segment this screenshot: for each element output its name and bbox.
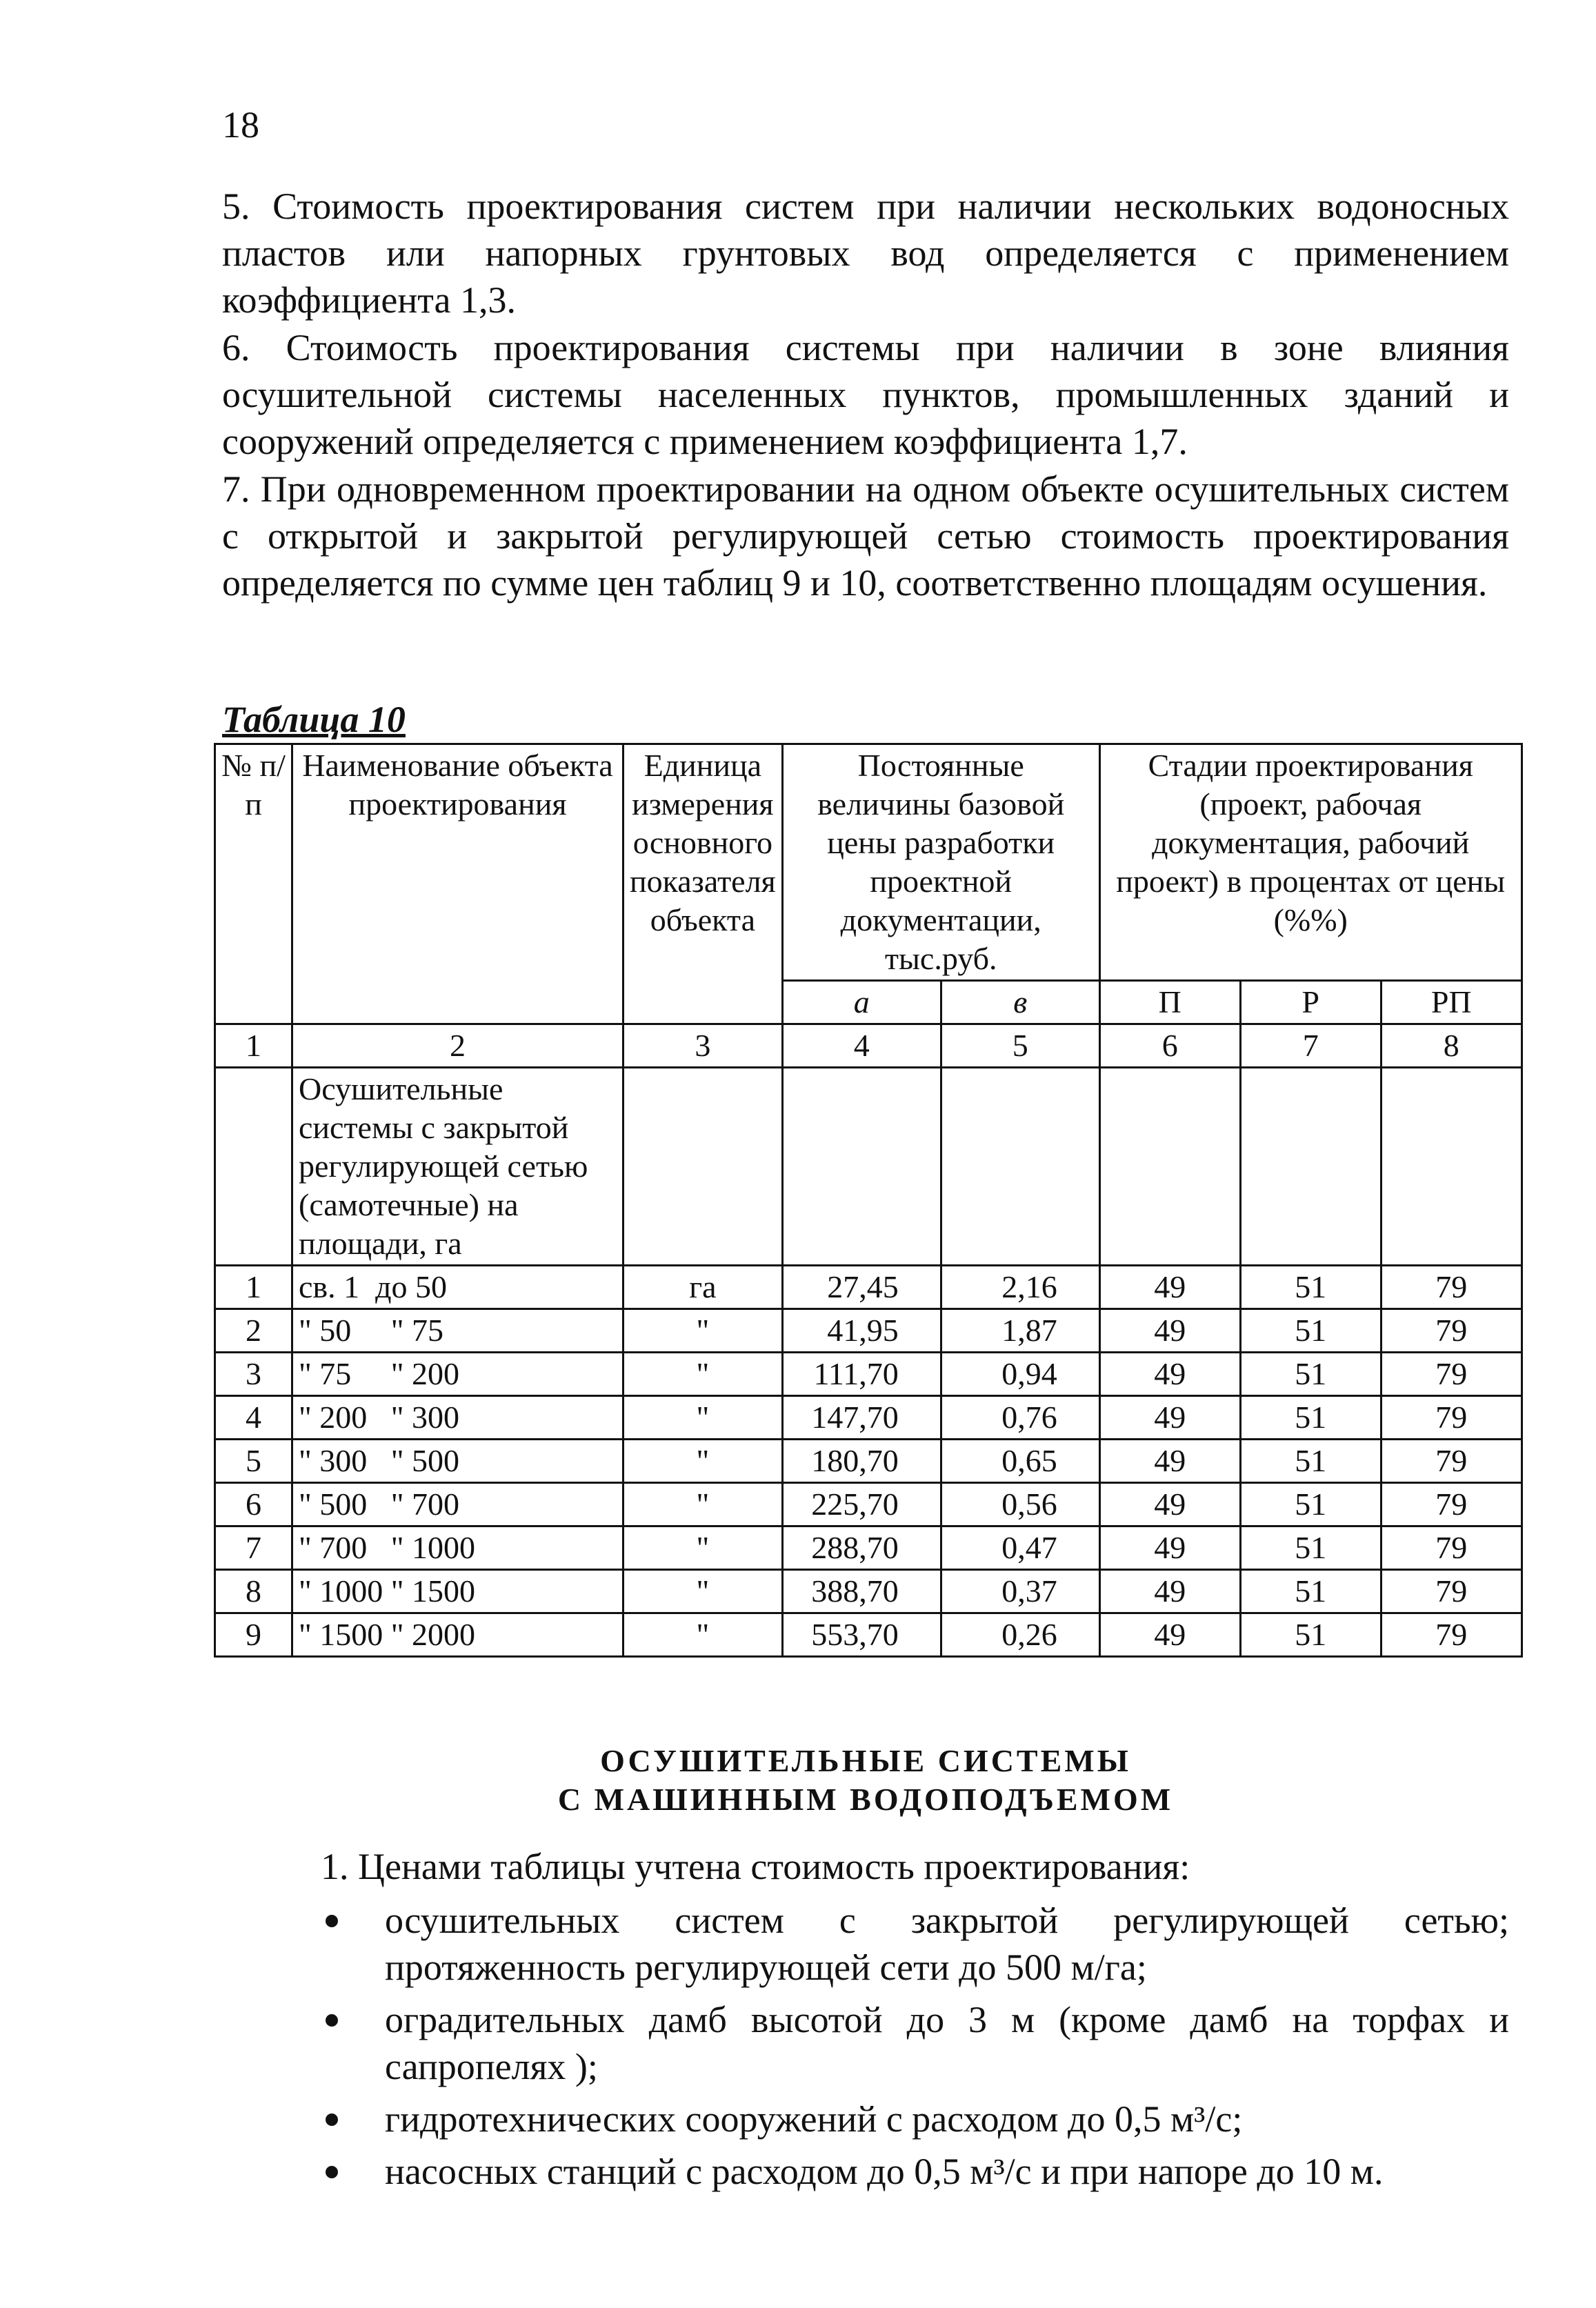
cell-n: 7 xyxy=(215,1526,292,1570)
header-num: № п/п xyxy=(215,744,292,1024)
table-row xyxy=(215,1483,1522,1526)
header-stages: Стадии проектирования (проект, рабочая документация, рабочий проект) в процентах от цены (%%) xyxy=(1099,744,1522,981)
cell-unit: га xyxy=(624,1266,783,1309)
section-title-line2: С МАШИННЫМ ВОДОПОДЪЕМОМ xyxy=(557,1782,1174,1817)
cell-rp: 79 xyxy=(1381,1570,1522,1613)
cell-unit: " xyxy=(624,1396,783,1440)
cell-rp: 79 xyxy=(1381,1613,1522,1657)
list-item xyxy=(310,2148,1509,2195)
list-item-text: гидротехнических сооружений с расходом до 0,5 м³/с; xyxy=(385,2098,1243,2140)
cell-unit: " xyxy=(624,1526,783,1570)
cell-name: " 500 " 700 xyxy=(292,1483,624,1526)
cell-r: 51 xyxy=(1240,1613,1381,1657)
cell-rp: 79 xyxy=(1381,1483,1522,1526)
page-number: 18 xyxy=(222,104,259,146)
cell-a: 288,70 xyxy=(782,1526,941,1570)
section-title xyxy=(222,1742,1509,1819)
cell-name: " 50 " 75 xyxy=(292,1309,624,1353)
paragraph-5: 5. Стоимость проектирования систем при наличии нескольких водоносных пластов или напорных грунтовых вод определяется с применением коэффициента 1,3. xyxy=(222,186,1509,321)
cell-a: 147,70 xyxy=(782,1396,941,1440)
bullet-icon xyxy=(326,2166,338,2178)
cell-b: 0,65 xyxy=(941,1440,1099,1483)
bullet-list xyxy=(310,1897,1509,2200)
table-row xyxy=(215,1353,1522,1396)
cell-r: 51 xyxy=(1240,1570,1381,1613)
col-number: 2 xyxy=(292,1024,624,1068)
cell-name: " 700 " 1000 xyxy=(292,1526,624,1570)
cell-a: 27,45 xyxy=(782,1266,941,1309)
cell-p: 49 xyxy=(1099,1440,1240,1483)
cell-p: 49 xyxy=(1099,1353,1240,1396)
column-number-row xyxy=(215,1024,1522,1068)
cell-p: 49 xyxy=(1099,1526,1240,1570)
paragraph-6: 6. Стоимость проектирования системы при наличии в зоне влияния осушительной системы населенных пунктов, промышленных зданий и сооружений определяется с применением коэффициента 1,7. xyxy=(222,327,1509,462)
cell-name: " 200 " 300 xyxy=(292,1396,624,1440)
table-row xyxy=(215,1309,1522,1353)
cell-b: 0,76 xyxy=(941,1396,1099,1440)
header-rp: РП xyxy=(1381,981,1522,1024)
cell-name: " 75 " 200 xyxy=(292,1353,624,1396)
cell-name: св. 1 до 50 xyxy=(292,1266,624,1309)
cell-r: 51 xyxy=(1240,1353,1381,1396)
cell-a: 388,70 xyxy=(782,1570,941,1613)
cell-r: 51 xyxy=(1240,1483,1381,1526)
list-item-text: оградительных дамб высотой до 3 м (кроме дамб на торфах и сапропелях ); xyxy=(385,1999,1509,2087)
paragraph-7: 7. При одновременном проектировании на одном объекте осушительных систем с открытой и закрытой регулирующей сетью стоимость проектирования определяется по сумме цен таблиц 9 и 10, соответственно площадям осушения. xyxy=(222,468,1509,604)
cell-n: 8 xyxy=(215,1570,292,1613)
cell-b: 1,87 xyxy=(941,1309,1099,1353)
cell-r: 51 xyxy=(1240,1526,1381,1570)
section-title-line1: ОСУШИТЕЛЬНЫЕ СИСТЕМЫ xyxy=(600,1743,1131,1778)
table-row xyxy=(215,1613,1522,1657)
group-label: Осушительные системы с закрытой регулирующей сетью (самотечные) на площади, га xyxy=(292,1068,624,1266)
cell-p: 49 xyxy=(1099,1570,1240,1613)
header-r: Р xyxy=(1240,981,1381,1024)
cell-n: 6 xyxy=(215,1483,292,1526)
list-item-text: насосных станций с расходом до 0,5 м³/с и при напоре до 10 м. xyxy=(385,2151,1384,2192)
col-number: 5 xyxy=(941,1024,1099,1068)
cell-r: 51 xyxy=(1240,1266,1381,1309)
price-table xyxy=(214,743,1523,1658)
cell-unit: " xyxy=(624,1309,783,1353)
table-row xyxy=(215,1526,1522,1570)
col-number: 7 xyxy=(1240,1024,1381,1068)
list-item xyxy=(310,2096,1509,2142)
table-row xyxy=(215,1396,1522,1440)
col-number: 6 xyxy=(1099,1024,1240,1068)
cell-n: 4 xyxy=(215,1396,292,1440)
table-row xyxy=(215,1266,1522,1309)
cell-n: 9 xyxy=(215,1613,292,1657)
table-row xyxy=(215,1570,1522,1613)
cell-n: 3 xyxy=(215,1353,292,1396)
cell-n: 2 xyxy=(215,1309,292,1353)
cell-p: 49 xyxy=(1099,1309,1240,1353)
col-number: 8 xyxy=(1381,1024,1522,1068)
cell-b: 0,37 xyxy=(941,1570,1099,1613)
cell-p: 49 xyxy=(1099,1613,1240,1657)
header-base-price: Постоянные величины базовой цены разработки проектной документации, тыс.руб. xyxy=(782,744,1099,981)
cell-a: 180,70 xyxy=(782,1440,941,1483)
cell-rp: 79 xyxy=(1381,1396,1522,1440)
table-caption: Таблица 10 xyxy=(222,699,406,740)
cell-rp: 79 xyxy=(1381,1309,1522,1353)
cell-unit: " xyxy=(624,1353,783,1396)
cell-n: 5 xyxy=(215,1440,292,1483)
cell-rp: 79 xyxy=(1381,1266,1522,1309)
cell-r: 51 xyxy=(1240,1396,1381,1440)
header-unit: Единица измерения основного показателя объекта xyxy=(624,744,783,1024)
cell-rp: 79 xyxy=(1381,1440,1522,1483)
cell-unit: " xyxy=(624,1483,783,1526)
bullet-icon xyxy=(326,1915,338,1927)
col-number: 4 xyxy=(782,1024,941,1068)
cell-p: 49 xyxy=(1099,1396,1240,1440)
cell-n: 1 xyxy=(215,1266,292,1309)
cell-b: 0,94 xyxy=(941,1353,1099,1396)
list-intro: 1. Ценами таблицы учтена стоимость проектирования: xyxy=(321,1846,1190,1887)
group-label-row xyxy=(215,1068,1522,1266)
table-row xyxy=(215,1440,1522,1483)
cell-b: 0,56 xyxy=(941,1483,1099,1526)
cell-a: 225,70 xyxy=(782,1483,941,1526)
cell-a: 41,95 xyxy=(782,1309,941,1353)
header-a: а xyxy=(782,981,941,1024)
cell-p: 49 xyxy=(1099,1266,1240,1309)
cell-name: " 1500 " 2000 xyxy=(292,1613,624,1657)
cell-unit: " xyxy=(624,1440,783,1483)
header-p: П xyxy=(1099,981,1240,1024)
bullet-icon xyxy=(326,2014,338,2027)
col-number: 3 xyxy=(624,1024,783,1068)
cell-b: 0,47 xyxy=(941,1526,1099,1570)
cell-name: " 300 " 500 xyxy=(292,1440,624,1483)
bullet-icon xyxy=(326,2113,338,2126)
cell-p: 49 xyxy=(1099,1483,1240,1526)
cell-a: 553,70 xyxy=(782,1613,941,1657)
list-item-text: осушительных систем с закрытой регулирующей сетью; протяженность регулирующей сети до 500 м/га; xyxy=(385,1900,1509,1988)
cell-r: 51 xyxy=(1240,1440,1381,1483)
header-name: Наименование объекта проектирования xyxy=(292,744,624,1024)
cell-b: 0,26 xyxy=(941,1613,1099,1657)
cell-unit: " xyxy=(624,1613,783,1657)
cell-b: 2,16 xyxy=(941,1266,1099,1309)
header-b: в xyxy=(941,981,1099,1024)
cell-name: " 1000 " 1500 xyxy=(292,1570,624,1613)
col-number: 1 xyxy=(215,1024,292,1068)
cell-r: 51 xyxy=(1240,1309,1381,1353)
cell-unit: " xyxy=(624,1570,783,1613)
list-item xyxy=(310,1996,1509,2090)
cell-a: 111,70 xyxy=(782,1353,941,1396)
cell-rp: 79 xyxy=(1381,1526,1522,1570)
list-item xyxy=(310,1897,1509,1991)
cell-rp: 79 xyxy=(1381,1353,1522,1396)
